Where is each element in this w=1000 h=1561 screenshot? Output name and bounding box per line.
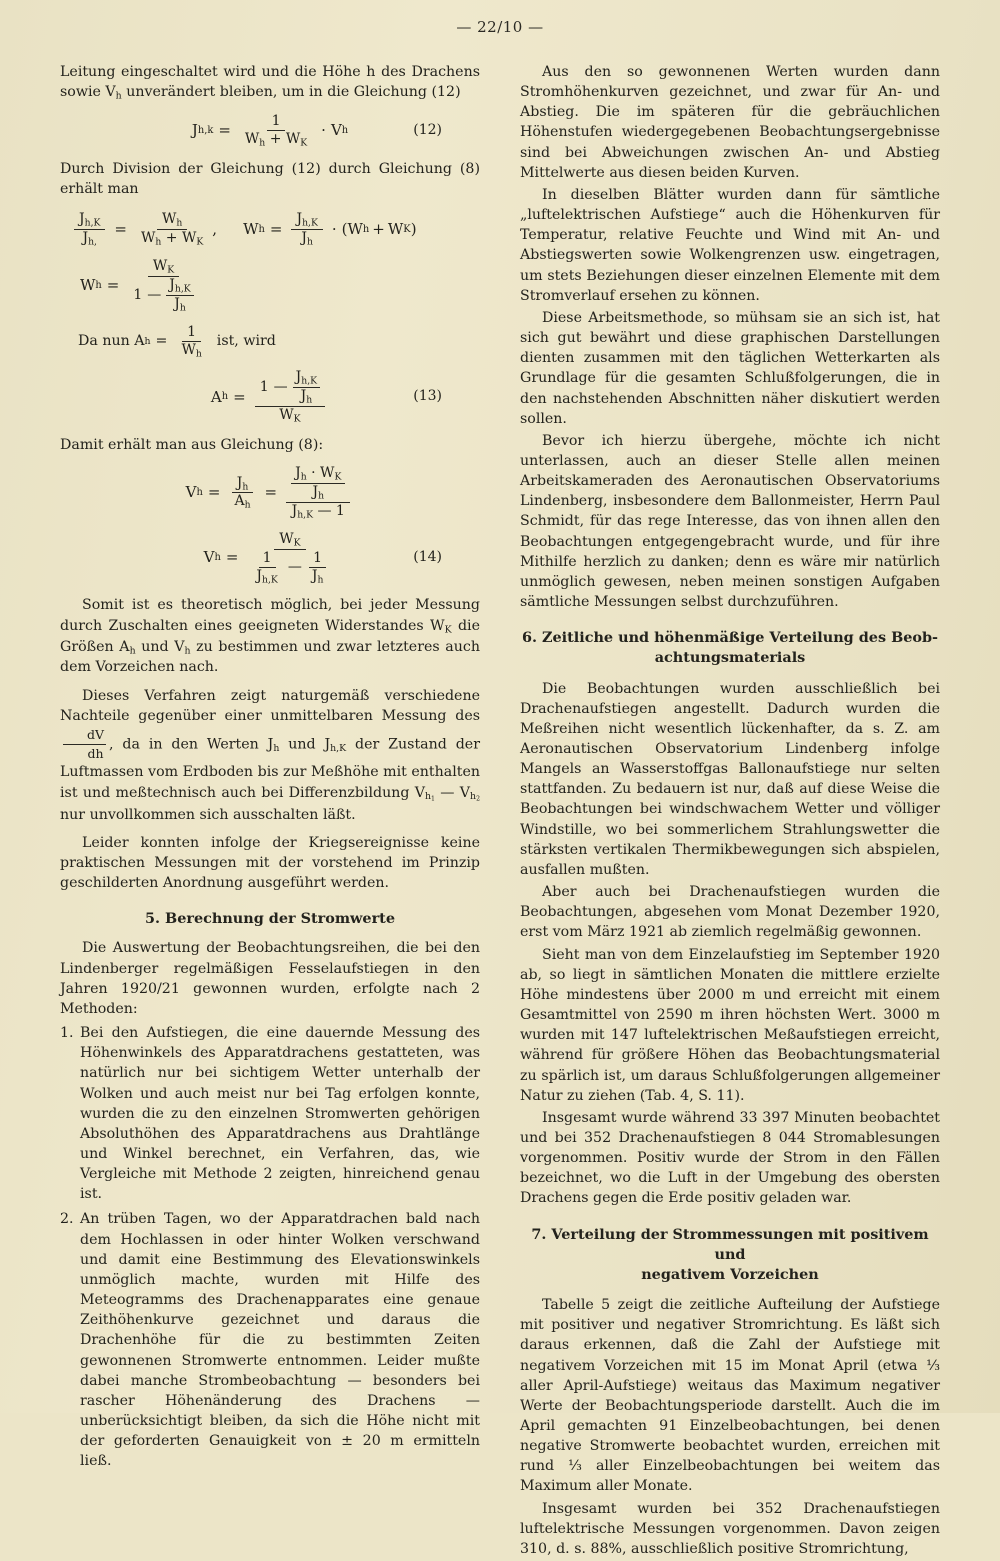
paragraph — [60, 62, 480, 103]
denominator: $W_h + W_K$ — [244, 131, 308, 149]
equation-14: V h = $W_K$ $\frac{1}{J_{h,K}}$ — $\frac{1}{J_h}$ (14) — [203, 530, 442, 586]
denominator: $W_K$ — [279, 407, 301, 425]
inline-statement-a-h: Da nun A h = $\frac{1}{W_h}$ ist, wird — [78, 323, 276, 360]
paragraph: Durch Division der Gleichung (12) durch Gleichung (8) erhält man — [60, 161, 480, 198]
paragraph: Somit ist es theoretisch möglich, bei jeder Messung durch Zuschalten eines geeigneten Widerstandes $W_K$ die Größen $A_h$ und $V_h$ zu bestimmen und zwar letzteres auch dem Vorzeichen nach. — [60, 597, 480, 676]
equals-sign: = — [269, 220, 283, 238]
paragraph: Aus den so gewonnenen Werten wurden dann Stromhöhenkurven gezeichnet, und zwar für An- und Abstieg. Die im späteren für die gebräuchlichen Höhenstufen wiedergegebenen Beobachtungsergebnisse sind bei Abweichungen zwischen An- und Abstieg Mittelwerte aus diesen beiden Kurven. — [520, 64, 940, 181]
equation-term: V — [185, 483, 197, 502]
numerator: $W_K$ — [274, 531, 305, 550]
equation-term: W — [243, 220, 259, 238]
denominator: $\frac{1}{J_{h,K}}$ — $\frac{1}{J_h}$ — [247, 550, 332, 586]
denominator: 1 — $\frac{J_{h,K}}{J_h}$ — [128, 277, 198, 314]
paragraph: Leider konnten infolge der Kriegsereignisse keine praktischen Messungen mit der vorstehend im Prinzip geschilderten Anordnung ausgeführt werden. — [60, 834, 480, 892]
equation-13: A h = 1 — $\frac{J_{h,K}}{J_h}$ $W_K$ (13) — [210, 369, 442, 425]
numerator: 1 — [182, 324, 201, 342]
numerator: $W_h$ — [157, 211, 187, 230]
left-column — [60, 62, 480, 1561]
denominator: $J_h$ — [301, 230, 313, 248]
fraction — [74, 211, 105, 248]
fraction — [136, 211, 208, 248]
paragraph: Bevor ich hierzu übergehe, möchte ich nicht unterlassen, auch an dieser Stelle allen meinen Arbeitskameraden des Aeronautischen Observatoriums Lindenberg, insbesondere dem Ballonmeister, Herrn Paul Schmidt, für das rege Interesse, das von ihnen allen den Beobachtungen entgegengebracht wurde, und für ihre Mithilfe herzlich zu danken; denn es wäre mir natürlich unmöglich gewesen, neben meinen sonstigen Aufgaben sämtliche Messungen selbst durchzuführen. — [520, 432, 940, 611]
paragraph: Tabelle 5 zeigt die zeitliche Aufteilung der Aufstiege mit positiver und negativer Stromrichtung. Es läßt sich daraus erkennen, daß die Zahl der Aufstiege mit negativem Vorzeichen mit 15 im Monat April (etwa ⅓ aller April-Aufstiege) weitaus das Maximum negativer Werte der Beobachtungsperiode darstellt. Auch die im April gemachten 91 Einzelbeobachtungen, bei denen negative Stromwerte beobachtet wurden, erreichen mit rund ⅓ aller Einzelbeobachtungen bei weitem das Maximum aller Monate. — [520, 1297, 940, 1495]
numerator: $J_{h,K}$ — [291, 211, 322, 230]
equation-number: (13) — [413, 388, 442, 405]
methods-list — [60, 1023, 480, 1471]
equation-number: (14) — [413, 549, 442, 566]
numerator: 1 — $\frac{J_{h,K}}{J_h}$ — [255, 369, 325, 407]
paragraph-text-continued: unverändert bleiben, um in die Gleichung (12) — [121, 84, 461, 101]
list-item-number: 2. — [60, 1211, 74, 1228]
list-item-number: 1. — [60, 1025, 74, 1042]
list-item — [60, 1023, 480, 1204]
nested-fraction: $\frac{1}{J_h}$ — [308, 550, 328, 586]
equation-term: J — [191, 121, 198, 140]
fraction — [255, 369, 325, 425]
subscript: h,k — [197, 125, 214, 136]
equation-term: A — [210, 387, 222, 406]
equation-12 — [60, 113, 480, 149]
nested-fraction — [166, 277, 193, 314]
section-heading-line: 7. Verteilung der Strommessungen mit positivem und — [531, 1225, 929, 1263]
denominator: $J_{h,}$ — [82, 230, 97, 248]
equals-sign: = — [218, 121, 231, 140]
nested-fraction: $\frac{1}{J_{h,K}}$ — [256, 549, 278, 586]
section-heading-line: negativem Vorzeichen — [641, 1265, 819, 1283]
list-item — [60, 1209, 480, 1471]
section-heading-line: achtungsmaterials — [654, 649, 806, 667]
paragraph: Die Auswertung der Beobachtungsreihen, die bei den Lindenberger regelmäßigen Fesselaufstiegen in den Jahren 1920/21 gewonnen wurden, erfolgte nach 2 Methoden: — [60, 940, 480, 1017]
equals-sign: = — [207, 483, 221, 502]
numerator: $W_K$ — [148, 258, 179, 277]
equation-term: W — [80, 276, 96, 295]
two-column-body — [60, 62, 940, 1561]
list-item-text: Bei den Aufstiegen, die eine dauernde Messung des Höhenwinkels des Apparatdrachens gestatteten, was natürlich nur bei sichtigem Wetter unterhalb der Wolken und auch meist nur bei Tag erfolgen konnte, wurden die zu den einzelnen Stromwerten gehörigen Absoluthöhen des Apparatdrachens aus Drahtlänge und Winkel berechnet, ein Verfahren, das, wie Vergleiche mit Methode 2 zeigten, hinreichend genau ist. — [80, 1025, 480, 1203]
section-heading-6 — [520, 628, 940, 668]
paragraph-text: Leitung eingeschaltet wird und die Höhe h des Drachens sowie V — [60, 64, 480, 101]
paragraph: Aber auch bei Drachenaufstiegen wurden die Beobachtungen, abgesehen vom Monat Dezember 1920, erst vom März 1921 ab ziemlich regelmäßig gewonnen. — [520, 884, 940, 941]
subscript: h — [341, 125, 349, 136]
section-heading-7 — [520, 1225, 940, 1285]
numerator: $J_{h,K}$ — [74, 211, 105, 230]
paragraph: Insgesamt wurde während 33 397 Minuten beobachtet und bei 352 Drachenaufstiegen 8 044 Stromablesungen vorgenommen. Positiv wurde der Strom in den Fällen bezeichnet, wo die Luft in der Umgebung des obersten Drachens gegen die Erde positiv geladen war. — [520, 1109, 940, 1207]
paragraph: Sieht man von dem Einzelaufstieg im September 1920 ab, so liegt in sämtlichen Monaten die mittlere erzielte Höhe mindestens über 2000 m und erreicht mit einem Gesamtmittel von 2590 m ihren höchsten Wert. 3000 m wurden mit 147 luftelektrischen Meßaufstiegen erreicht, während für größere Höhen das Beobachtungsmaterial zu spärlich ist, um daraus Schlußfolgerungen allgemeiner Natur zu ziehen (Tab. 4, S. 11). — [520, 946, 940, 1104]
equation-term: V — [330, 121, 342, 140]
numerator — [286, 465, 350, 503]
numerator: $J_h$ — [232, 475, 254, 494]
equation-term: V — [203, 548, 215, 567]
equals-sign: = — [155, 333, 168, 350]
equals-sign: = — [106, 276, 120, 295]
paragraph: In dieselben Blätter wurden dann für sämtliche „luftelektrischen Aufstiege“ auch die Höhenkurven für Temperatur, relative Feuchte und Wind mit An- und Abstiegswerten sowie Wolkengrenzen usw. eingetragen, um stets Beziehungen dieser einzelnen Elemente mit dem Stromverlauf ersehen zu können. — [520, 186, 940, 304]
text: Da nun A — [78, 333, 145, 350]
equation-derivation-a: $\frac{J_{h,K}}{J_{h,}}$ = $\frac{W_h}{W_h + W_K}$ , W h = $\frac{J_{h,K}}{J_h}$ · (W h + W K ) — [60, 209, 480, 248]
paragraph: Dieses Verfahren zeigt naturgemäß verschiedene Nachteile gegenüber einer unmittelbaren Messung des $\frac{dV}{dh}$ , da in den Werten $J_h$ und $J_{h,K}$ der Zustand der Luftmassen vom Erdboden bis zur Meßhöhe mit enthalten ist und meßtechnisch auch bei Differenzbildung $V_{h_1}$ — $V_{h_2}$ nur unvollkommen sich ausschalten läßt. — [60, 687, 480, 823]
equals-sign: = — [264, 483, 278, 502]
paragraph: Die Beobachtungen wurden ausschließlich bei Drachenaufstiegen angestellt. Dadurch wurden die Meßreihen nicht wesentlich lückenhafter, da s. Z. am Aeronautischen Observatorium Lindenberg infolge Mangels an Wasserstoffgas Ballonaufstiege nur selten stattfanden. Zu bedauern ist nur, daß auf diese Weise die Beobachtungen bei windschwachem Wetter und völliger Windstille, wo bei sommerlichem Strahlungswetter die stärksten vertikalen Thermikbewegungen sich abspielen, ausfallen mußten. — [520, 680, 940, 878]
paragraph: Damit erhält man aus Gleichung (8): — [60, 436, 324, 453]
equals-sign: = — [233, 387, 246, 406]
denominator: $W_h$ — [181, 341, 202, 360]
fraction — [291, 211, 322, 248]
section-heading-line: 6. Zeitliche und höhenmäßige Verteilung des Beob- — [521, 629, 939, 647]
fraction — [247, 531, 332, 586]
equation-number: (12) — [413, 122, 442, 139]
multiplication-dot: · — [331, 220, 337, 238]
equals-sign: = — [114, 220, 127, 238]
multiplication-dot: · — [321, 121, 326, 140]
numerator: $J_{h,K}$ — [166, 277, 193, 296]
paragraph: Diese Arbeitsmethode, so mühsam sie an sich ist, hat sich gut bewährt und diese graphischen Darstellungen dienten zusammen mit den täglichen Wetterkarten als Grundlage für die gesamten Schlußfolgerungen, die in den nachstehenden Abschnitten näher diskutiert werden sollen. — [520, 309, 940, 427]
comma: , — [212, 220, 218, 238]
page-number: — 22/10 — — [456, 18, 544, 36]
list-item-text: An trüben Tagen, wo der Apparatdrachen bald nach dem Hochlassen in oder hinter Wolken verschwand und damit eine Bestimmung des Elevationswinkels unmöglich machte, wurden mit Hilfe des Meteogramms des Drachenapparates eine genaue Zeithöhenkurve gezeichnet und daraus die Drachenhöhe für die zu bestimmten Zeiten gewonnenen Stromwerte entnommen. Leider mußte dabei manche Strombeobachtung — besonders bei rascher Höhenänderung des Drachens — unberücksichtigt bleiben, da sich die Höhe nicht mit der geforderten Genauigkeit von ± 20 m ermitteln ließ. — [80, 1211, 480, 1470]
paragraph: Insgesamt wurden bei 352 Drachenaufstiegen luftelektrische Messungen vorgenommen. Davon zeigen 310, d. s. 88%, ausschließlich positive Stromrichtung, — [520, 1500, 940, 1557]
fraction — [229, 475, 255, 512]
fraction — [286, 465, 350, 521]
nested-fraction: $\frac{J_{h,K}}{J_h}$ — [293, 369, 320, 406]
fraction — [176, 324, 206, 360]
denominator: $J_h$ — [174, 295, 186, 314]
fraction — [240, 113, 312, 149]
equals-sign: = — [225, 548, 239, 567]
denominator: $J_{h,K}$ — 1 — [291, 502, 345, 521]
derivative-fraction: $\frac{dV}{dh}$ — [63, 726, 106, 763]
numerator: 1 — [267, 113, 286, 131]
right-column — [520, 62, 940, 1561]
nested-fraction: $\frac{J_h \cdot W_K}{J_h}$ — [291, 465, 345, 502]
subscript: h — [115, 90, 122, 102]
fraction — [128, 258, 198, 314]
denominator: $A_h$ — [234, 493, 251, 511]
equation-derivation-c: V h = $\frac{J_h}{A_h}$ = $\frac{\frac{J_h \cdot W_K}{J_h}}{J_{h,K} — 1}$ — [60, 465, 480, 521]
section-heading-5: 5. Berechnung der Stromwerte — [145, 910, 395, 928]
denominator: $W_h + W_K$ — [141, 230, 204, 248]
equation-derivation-b: W h = $W_K$ 1 — $\frac{J_{h,K}}{J_h}$ — [60, 258, 480, 314]
text: ist, wird — [216, 333, 276, 350]
